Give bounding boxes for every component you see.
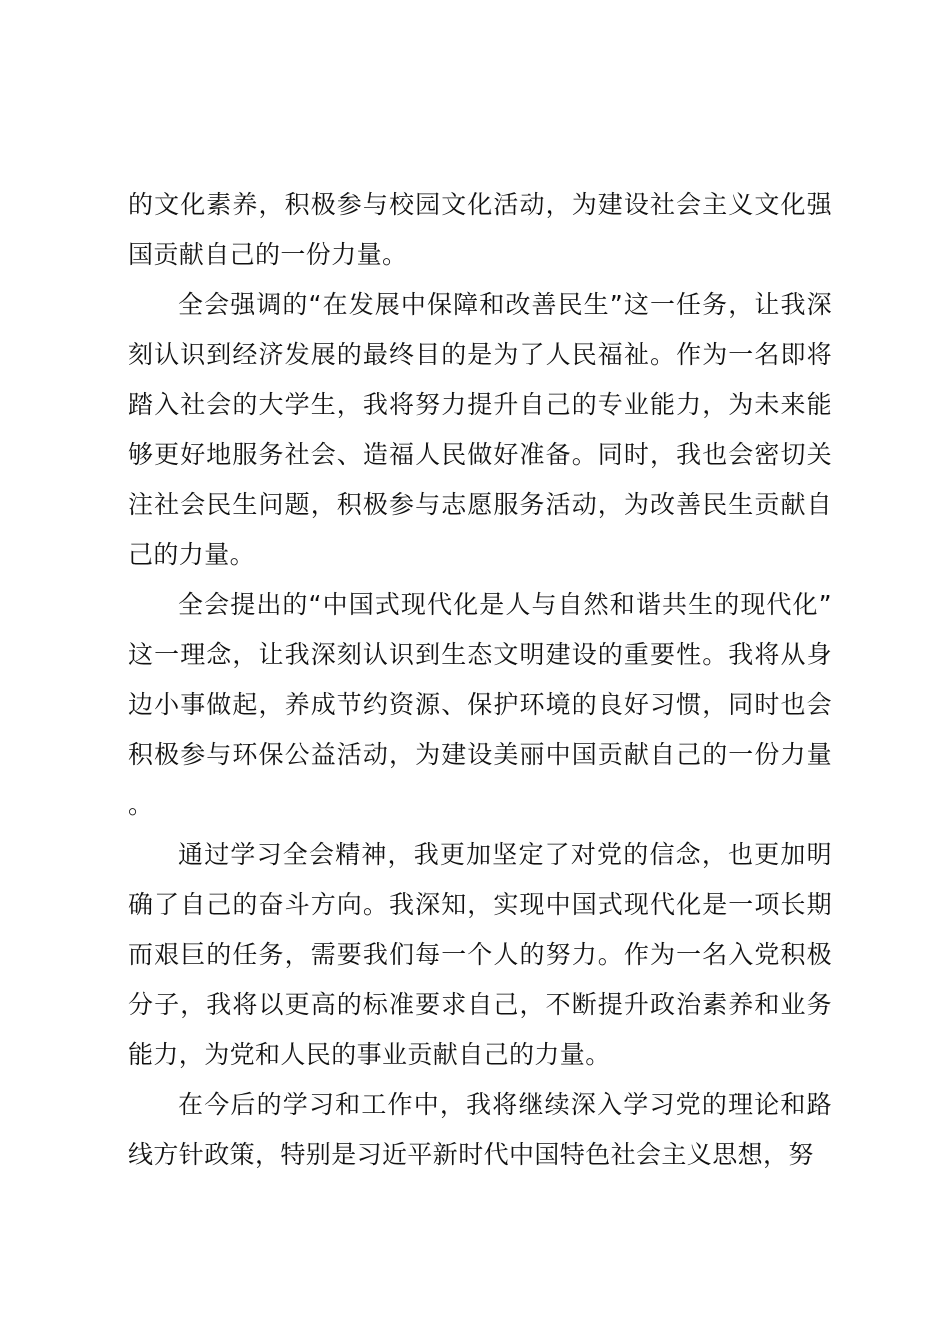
paragraph-4: 通过学习全会精神，我更加坚定了对党的信念，也更加明确了自己的奋斗方向。我深知，实现中国式现代化是一项长期而艰巨的任务，需要我们每一个人的努力。作为一名入党积极分子，我将以更高的标准要求自己，不断提升政治素养和业务能力，为党和人民的事业贡献自己的力量。 [128,840,832,1069]
paragraph-2: 全会强调的“在发展中保障和改善民生”这一任务，让我深刻认识到经济发展的最终目的是为了人民福祉。作为一名即将踏入社会的大学生，我将努力提升自己的专业能力，为未来能够更好地服务社会、造福人民做好准备。同时，我也会密切关注社会民生问题，积极参与志愿服务活动，为改善民生贡献自己的力量。 [128,290,832,569]
paragraph-5: 在今后的学习和工作中，我将继续深入学习党的理论和路线方针政策，特别是习近平新时代中国特色社会主义思想，努 [128,1090,832,1169]
document-body [128,180,832,1180]
paragraph-1: 的文化素养，积极参与校园文化活动，为建设社会主义文化强国贡献自己的一份力量。 [128,190,832,269]
paragraph-3: 全会提出的“中国式现代化是人与自然和谐共生的现代化”这一理念，让我深刻认识到生态文明建设的重要性。我将从身边小事做起，养成节约资源、保护环境的良好习惯，同时也会积极参与环保公益活动，为建设美丽中国贡献自己的一份力量。 [128,590,832,819]
